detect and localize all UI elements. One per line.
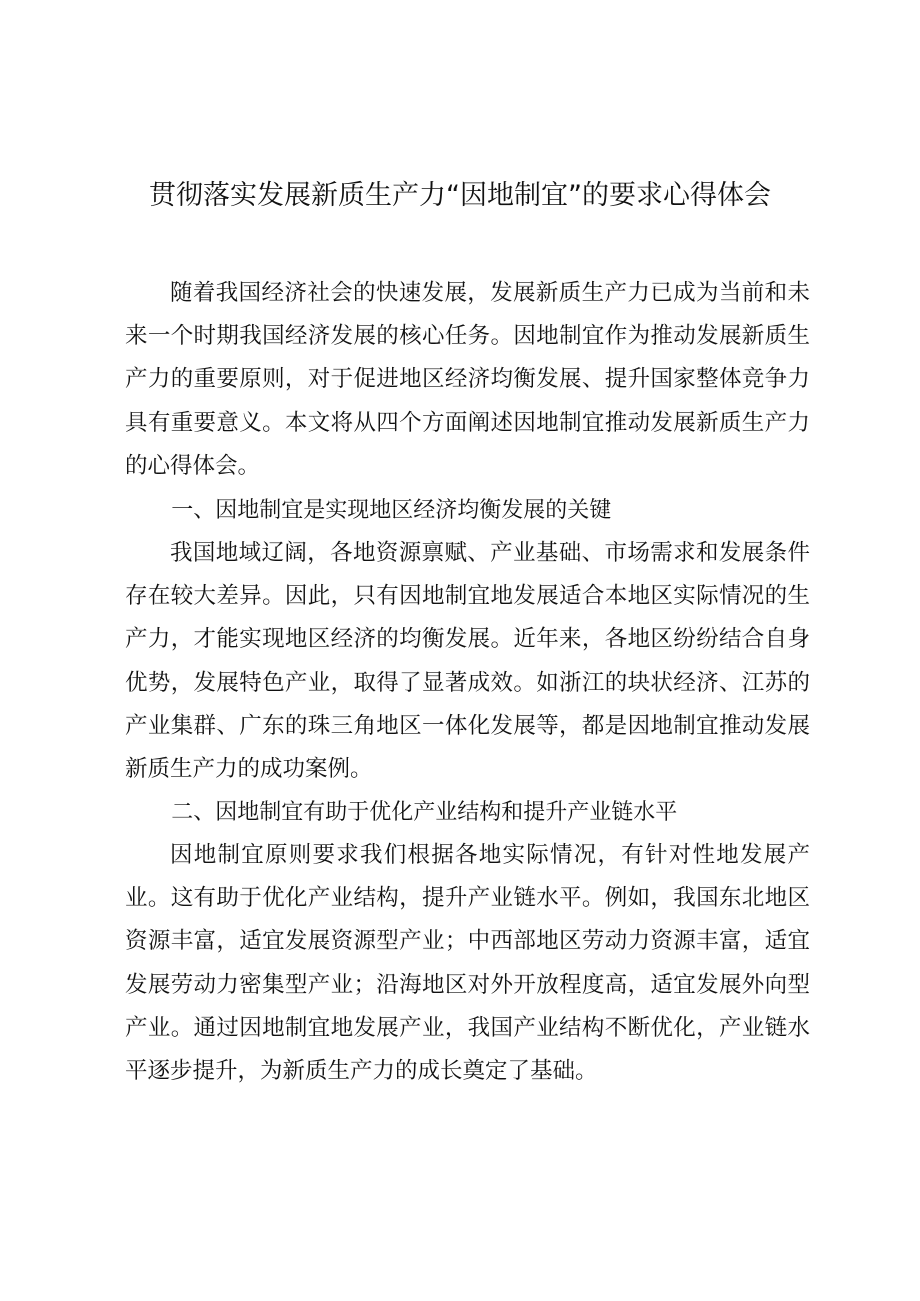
intro-paragraph: 随着我国经济社会的快速发展，发展新质生产力已成为当前和未来一个时期我国经济发展的核心任务。因地制宜作为推动发展新质生产力的重要原则，对于促进地区经济均衡发展、提升国家整体竞争力具有重要意义。本文将从四个方面阐述因地制宜推动发展新质生产力的心得体会。	[125, 280, 810, 479]
section-paragraph-1: 我国地域辽阔，各地资源禀赋、产业基础、市场需求和发展条件存在较大差异。因此，只有因地制宜地发展适合本地区实际情况的生产力，才能实现地区经济的均衡发展。近年来，各地区纷纷结合自身优势，发展特色产业，取得了显著成效。如浙江的块状经济、江苏的产业集群、广东的珠三角地区一体化发展等，都是因地制宜推动发展新质生产力的成功案例。	[125, 540, 810, 783]
section-paragraph-2: 因地制宜原则要求我们根据各地实际情况，有针对性地发展产业。这有助于优化产业结构，提升产业链水平。例如，我国东北地区资源丰富，适宜发展资源型产业；中西部地区劳动力资源丰富，适宜发展劳动力密集型产业；沿海地区对外开放程度高，适宜发展外向型产业。通过因地制宜地发展产业，我国产业结构不断优化，产业链水平逐步提升，为新质生产力的成长奠定了基础。	[125, 842, 810, 1085]
section-heading-2: 二、因地制宜有助于优化产业结构和提升产业链水平	[171, 800, 678, 825]
document-title: 贯彻落实发展新质生产力“因地制宜”的要求心得体会	[149, 180, 771, 211]
section-heading-1: 一、因地制宜是实现地区经济均衡发展的关键	[171, 498, 612, 523]
